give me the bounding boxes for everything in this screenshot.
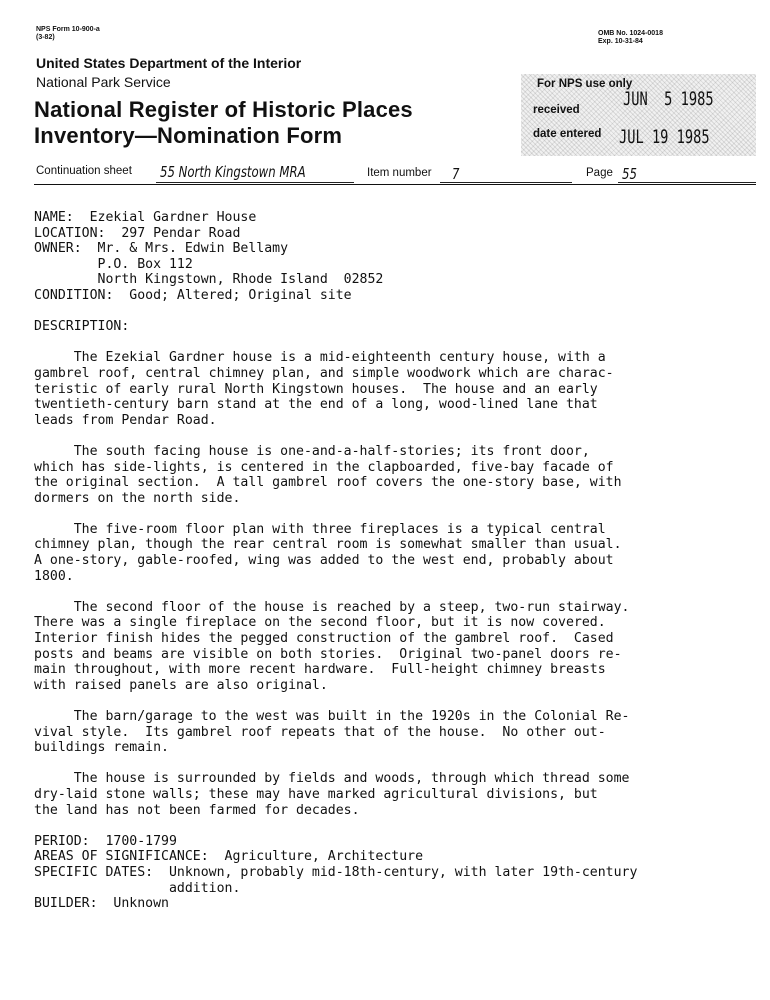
form-title-line2: Inventory—Nomination Form <box>34 123 343 148</box>
text-line: buildings remain. <box>34 740 169 756</box>
nps-use-heading: For NPS use only <box>537 78 633 90</box>
page-label: Page <box>586 167 613 179</box>
nomination-body <box>34 210 759 912</box>
omb-number: OMB No. 1024-0018 <box>598 30 663 37</box>
page-value: 55 <box>622 165 637 183</box>
continuation-sheet-value: 55 North Kingstown MRA <box>160 163 306 181</box>
text-line: dry-laid stone walls; these may have marked agricultural divisions, but <box>34 786 598 802</box>
text-line: the original section. A tall gambrel roof covers the one-story base, with <box>34 475 622 491</box>
continuation-sheet-label: Continuation sheet <box>36 165 132 177</box>
paragraph-6 <box>34 771 759 818</box>
paragraph-1 <box>34 350 759 428</box>
record-owner: OWNER: Mr. & Mrs. Edwin Bellamy <box>34 241 289 257</box>
form-number: NPS Form 10-900-a <box>36 26 100 33</box>
text-line: The south facing house is one-and-a-half-stories; its front door, <box>34 443 590 459</box>
text-line: teristic of early rural North Kingstown houses. The house and an early <box>34 381 598 397</box>
nps-use-only-box <box>521 74 756 156</box>
entered-date-stamp: JUL 19 1985 <box>619 126 710 148</box>
text-line: A one-story, gable-roofed, wing was added to the west end, probably about <box>34 553 614 569</box>
text-line: There was a single fireplace on the second floor, but it is now covered. <box>34 615 606 631</box>
page-underline <box>618 182 756 183</box>
text-line: posts and beams are visible on both stories. Original two-panel doors re- <box>34 646 622 662</box>
text-line: with raised panels are also original. <box>34 677 328 693</box>
received-label: received <box>533 104 580 116</box>
text-line: twentieth-century barn stand at the end of a long, wood-lined lane that <box>34 397 598 413</box>
summary-period: PERIOD: 1700-1799 <box>34 833 177 849</box>
text-line: The five-room floor plan with three fireplaces is a typical central <box>34 521 606 537</box>
text-line: The second floor of the house is reached by a steep, two-run stairway. <box>34 599 630 615</box>
text-line: The Ezekial Gardner house is a mid-eighteenth century house, with a <box>34 350 606 366</box>
text-line: leads from Pendar Road. <box>34 412 217 428</box>
paragraph-5 <box>34 709 759 756</box>
record-owner-address2: North Kingstown, Rhode Island 02852 <box>34 272 384 288</box>
sheet-underline <box>156 182 354 183</box>
record-block <box>34 210 759 304</box>
text-line: chimney plan, though the rear central room is somewhat smaller than usual. <box>34 537 622 553</box>
summary-dates-cont: addition. <box>34 880 241 896</box>
record-owner-address1: P.O. Box 112 <box>34 256 193 272</box>
received-date-stamp: JUN 5 1985 <box>623 88 714 110</box>
description-heading: DESCRIPTION: <box>34 319 130 335</box>
item-number-label: Item number <box>367 167 432 179</box>
expiration-date: Exp. 10-31-84 <box>598 38 643 45</box>
summary-builder: BUILDER: Unknown <box>34 896 169 912</box>
paragraph-3 <box>34 522 759 584</box>
text-line: Interior finish hides the pegged construction of the gambrel roof. Cased <box>34 631 614 647</box>
text-line: gambrel roof, central chimney plan, and simple woodwork which are charac- <box>34 365 614 381</box>
record-condition: CONDITION: Good; Altered; Original site <box>34 287 352 303</box>
item-number-value: 7 <box>452 165 460 183</box>
text-line: dormers on the north side. <box>34 490 241 506</box>
text-line: which has side-lights, is centered in the clapboarded, five-bay facade of <box>34 459 614 475</box>
service-name: National Park Service <box>36 74 171 90</box>
paragraph-2 <box>34 444 759 506</box>
paragraph-4 <box>34 600 759 694</box>
text-line: The barn/garage to the west was built in the 1920s in the Colonial Re- <box>34 709 630 724</box>
summary-dates: SPECIFIC DATES: Unknown, probably mid-18th-century, with later 19th-century <box>34 864 638 880</box>
summary-areas: AREAS OF SIGNIFICANCE: Agriculture, Architecture <box>34 849 424 865</box>
date-entered-label: date entered <box>533 128 602 140</box>
department-name: United States Department of the Interior <box>36 55 302 71</box>
text-line: 1800. <box>34 568 74 584</box>
form-revision: (3-82) <box>36 34 55 41</box>
header-rule <box>34 184 756 185</box>
text-line: vival style. Its gambrel roof repeats that of the house. No other out- <box>34 724 606 740</box>
text-line: The house is surrounded by fields and woods, through which thread some <box>34 771 630 787</box>
record-location: LOCATION: 297 Pendar Road <box>34 225 241 241</box>
text-line: main throughout, with more recent hardware. Full-height chimney breasts <box>34 662 606 678</box>
text-line: the land has not been farmed for decades. <box>34 802 360 818</box>
record-name: NAME: Ezekial Gardner House <box>34 210 257 225</box>
item-underline <box>440 182 572 183</box>
form-title-line1: National Register of Historic Places <box>34 97 413 122</box>
summary-block <box>34 834 759 912</box>
